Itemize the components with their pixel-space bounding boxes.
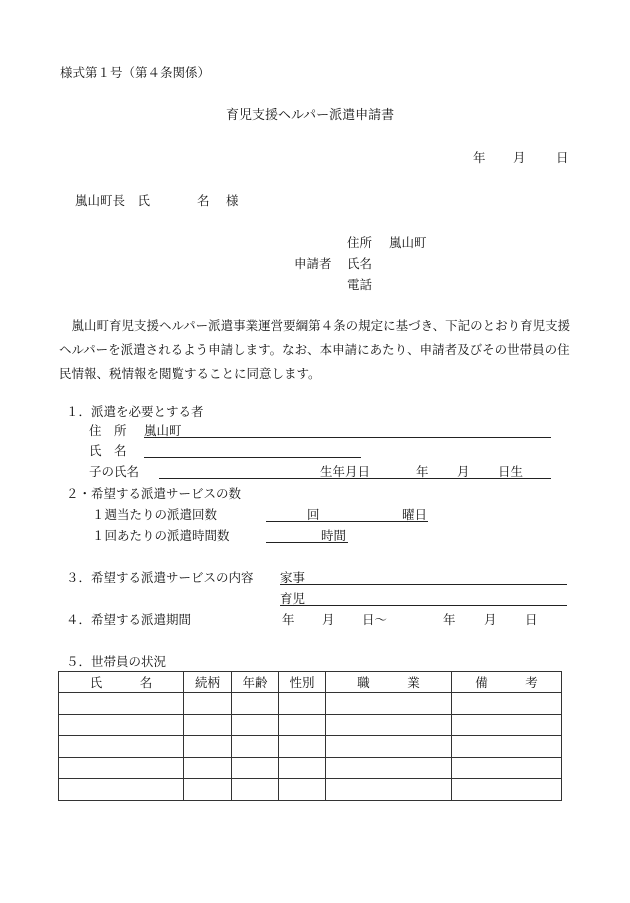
table-cell[interactable]	[232, 714, 279, 736]
section5-heading: ５．世帯員の状況	[66, 654, 167, 669]
table-cell[interactable]	[326, 693, 452, 715]
table-cell[interactable]	[184, 714, 232, 736]
table-row	[59, 714, 562, 736]
s1-birth-month: 月	[457, 464, 470, 479]
table-cell[interactable]	[184, 757, 232, 779]
s2-weekly-day: 曜日	[402, 507, 428, 522]
table-cell[interactable]	[279, 693, 326, 715]
applicant-label: 申請者	[294, 256, 332, 271]
table-cell[interactable]	[452, 714, 562, 736]
table-cell[interactable]	[59, 736, 184, 758]
section2-heading: ２・希望する派遣サービスの数	[66, 486, 242, 501]
s1-birth-label: 生年月日	[320, 464, 371, 479]
section3-heading: ３．希望する派遣サービスの内容	[66, 570, 254, 585]
date-day: 日	[556, 150, 569, 165]
table-cell[interactable]	[232, 779, 279, 801]
s4-start-year: 年	[282, 612, 295, 627]
table-cell[interactable]	[452, 736, 562, 758]
table-cell[interactable]	[452, 693, 562, 715]
table-cell[interactable]	[232, 757, 279, 779]
col-occupation-header: 職 業	[326, 672, 452, 693]
s2-hours-unit: 時間	[321, 528, 347, 543]
date-year: 年	[473, 150, 486, 165]
table-body	[59, 693, 562, 801]
table-header-row	[59, 672, 562, 693]
s1-name-label: 氏 名	[89, 443, 127, 458]
table-cell[interactable]	[279, 757, 326, 779]
household-table	[58, 671, 562, 801]
s3-line1[interactable]	[280, 584, 567, 585]
body-paragraph: 嵐山町育児支援ヘルパー派遣事業運営要綱第４条の規定に基づき、下記のとおり育児支援ヘルパーを派遣されるよう申請します。なお、本申請にあたり、申請者及びその世帯員の住民情報、税情報を閲覧することに同意します。	[59, 318, 571, 381]
s2-weekly-label: １週当たりの派遣回数	[92, 507, 218, 522]
table-cell[interactable]	[184, 779, 232, 801]
s3-item-childcare: 育児	[280, 591, 306, 606]
col-name-header: 氏 名	[59, 672, 184, 693]
section1-heading: １．派遣を必要とする者	[66, 404, 204, 419]
table-cell[interactable]	[184, 736, 232, 758]
s2-hours-label: １回あたりの派遣時間数	[92, 528, 230, 543]
s1-address-label: 住 所	[89, 423, 127, 438]
table-cell[interactable]	[184, 693, 232, 715]
s4-start-day: 日～	[362, 612, 388, 627]
table-cell[interactable]	[452, 757, 562, 779]
date-month: 月	[513, 150, 526, 165]
table-cell[interactable]	[279, 714, 326, 736]
s3-item-housework: 家事	[280, 570, 306, 585]
s2-weekly-unit: 回	[307, 507, 320, 522]
section4-heading: ４．希望する派遣期間	[66, 612, 192, 627]
table-cell[interactable]	[279, 779, 326, 801]
form-title: 育児支援ヘルパー派遣申請書	[226, 108, 395, 123]
col-age-header: 年齢	[232, 672, 279, 693]
form-number: 様式第１号（第４条関係）	[60, 65, 211, 80]
applicant-address-value: 嵐山町	[389, 235, 427, 250]
s1-birth-day: 日生	[498, 464, 524, 479]
table-cell[interactable]	[452, 779, 562, 801]
s1-address-line[interactable]	[144, 437, 551, 438]
s4-end-year: 年	[443, 612, 456, 627]
table-cell[interactable]	[326, 736, 452, 758]
col-remarks-header: 備 考	[452, 672, 562, 693]
table-cell[interactable]	[59, 757, 184, 779]
table-cell[interactable]	[326, 779, 452, 801]
table-cell[interactable]	[59, 693, 184, 715]
table-row	[59, 779, 562, 801]
addressee-honorific: 様	[226, 193, 239, 208]
applicant-address-label: 住所	[347, 235, 373, 250]
s1-name-line[interactable]	[144, 457, 361, 458]
s4-end-day: 日	[525, 612, 538, 627]
col-sex-header: 性別	[279, 672, 326, 693]
table-cell[interactable]	[232, 693, 279, 715]
s1-address-value: 嵐山町	[144, 423, 182, 438]
table-cell[interactable]	[232, 736, 279, 758]
col-relation-header: 続柄	[184, 672, 232, 693]
s1-birth-year: 年	[416, 464, 429, 479]
s4-start-month: 月	[322, 612, 335, 627]
s4-end-month: 月	[484, 612, 497, 627]
addressee-title: 嵐山町長 氏	[75, 193, 151, 208]
table-row	[59, 757, 562, 779]
addressee-name: 名	[197, 193, 210, 208]
table-cell[interactable]	[59, 714, 184, 736]
table-cell[interactable]	[279, 736, 326, 758]
table-cell[interactable]	[326, 757, 452, 779]
s1-child-name-label: 子の氏名	[89, 464, 140, 479]
applicant-phone-label: 電話	[347, 277, 373, 292]
table-row	[59, 693, 562, 715]
table-cell[interactable]	[59, 779, 184, 801]
table-row	[59, 736, 562, 758]
table-cell[interactable]	[326, 714, 452, 736]
s3-line2[interactable]	[280, 605, 567, 606]
applicant-name-label: 氏名	[347, 256, 373, 271]
